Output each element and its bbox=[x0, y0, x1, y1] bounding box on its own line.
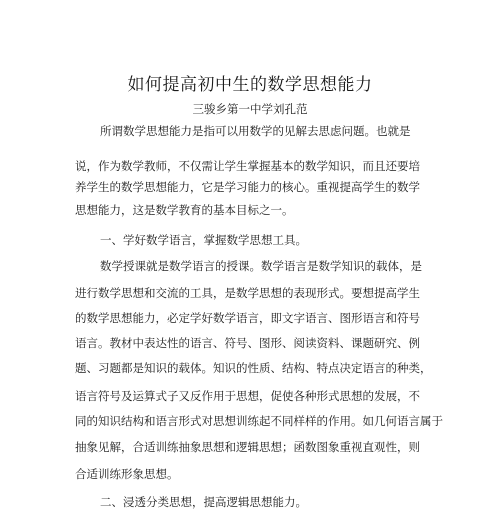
paragraph-line: 所谓数学思想能力是指可以用数学的见解去思虑问题。也就是 bbox=[100, 124, 411, 138]
paragraph-line: 思想能力，这是数学教育的基本目标之一。 bbox=[75, 203, 294, 217]
paragraph-line: 题、习题都是知识的载体。知识的性质、结构、特点决定语言的种类， bbox=[75, 361, 432, 375]
paragraph-line: 抽象见解，合适训练抽象思想和逻辑思想；函数图象重视直观性，则 bbox=[75, 440, 420, 454]
paragraph-line: 养学生的数学思想能力，它是学习能力的核心。重视提高学生的数学 bbox=[75, 180, 420, 194]
paragraph-line: 进行数学思想和交流的工具，是数学思想的表现形式。要想提高学生 bbox=[75, 286, 420, 300]
document-title: 如何提高初中生的数学思想能力 bbox=[127, 75, 373, 95]
paragraph-line: 的数学思想能力，必定学好数学语言，即文字语言、图形语言和符号 bbox=[75, 311, 420, 325]
section-heading: 二、浸透分类思想，提高逻辑思想能力。 bbox=[100, 495, 307, 509]
paragraph-line: 同的知识结构和语言形式对思想训练起不同样样的作用。如几何语言属于 bbox=[75, 414, 443, 428]
paragraph-line: 数学授课就是数学语言的授课。数学语言是数学知识的载体，是 bbox=[100, 259, 422, 273]
paragraph-line: 合适训练形象思想。 bbox=[75, 467, 179, 481]
paragraph-line: 语言符号及运算式子又反作用于思想，促使各种形式思想的发展，不 bbox=[75, 389, 420, 403]
paragraph-line: 说，作为数学教师，不仅需让学生掌握基本的数学知识，而且还要培 bbox=[75, 159, 420, 173]
section-heading: 一、学好数学语言，掌握数学思想工具。 bbox=[100, 233, 307, 247]
paragraph-line: 语言。教材中表达性的语言、符号、图形、阅读资料、课题研究、例 bbox=[75, 336, 420, 350]
document-author: 三骏乡第一中学刘孔范 bbox=[192, 102, 308, 116]
